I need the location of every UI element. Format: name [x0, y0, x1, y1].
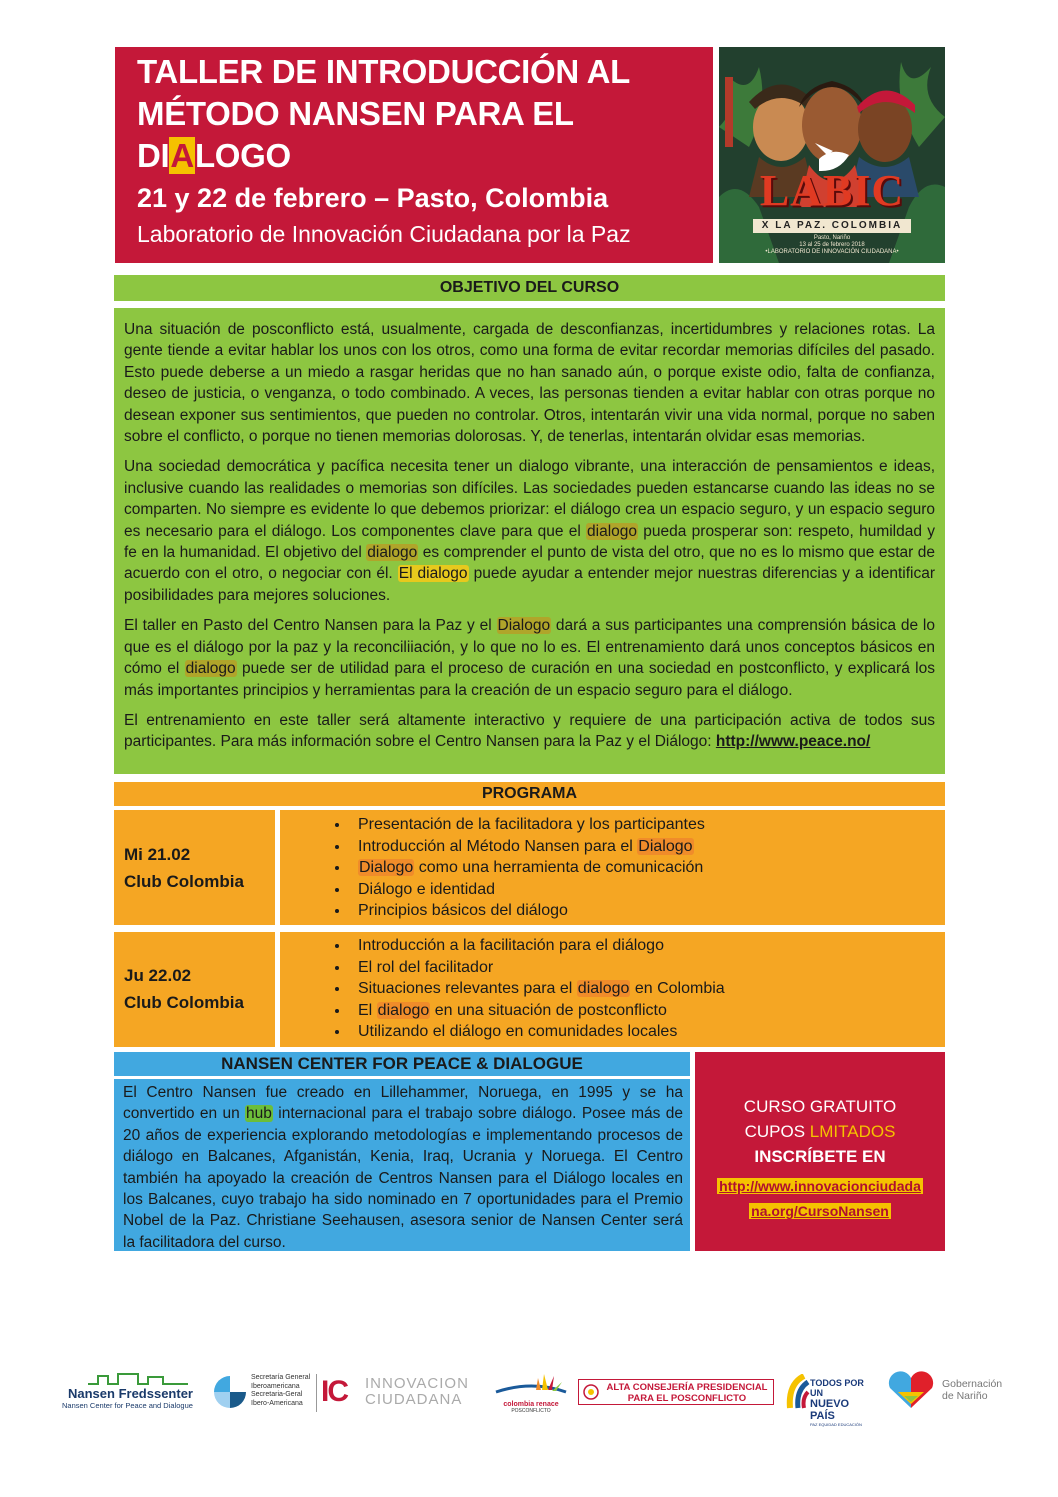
highlight: LMITADOS	[809, 1122, 896, 1141]
nansen-mountains-icon	[88, 1372, 188, 1386]
objective-paragraph-2	[124, 456, 935, 606]
ic-mark	[321, 1374, 347, 1410]
agenda-item: • Utilizando el diálogo en comunidades locales	[350, 1021, 945, 1043]
highlight: Dialogo	[359, 859, 414, 877]
agenda-item: • Diálogo e identidad	[350, 879, 945, 901]
registration-box	[695, 1052, 945, 1251]
alta-line: ALTA CONSEJERÍA PRESIDENCIAL	[606, 1382, 768, 1393]
objective-paragraph-1: Una situación de posconflicto está, usualmente, cargada de desconfianzas, incertidumbres y relaciones rotas. La gente tiende a evitar hablar los unos con los otros, como una forma de evitar recordar memorias difíciles del pasado. Esto puede deberse a un miedo a rasgar heridas que no han sanado aún, o porque existe odio, falta de confianza, deseo de justicia, o venganza, o todo combinado. A veces, las personas tienden a evitar hablar con otras porque no desean exponer sus sentimientos, que pueden no controlar. Otros, intentarán vivir una vida normal, porque no saben sobre el conflicto, o porque no tienen memorias dolorosas. Y, de tenerlas, intentarán olvidar esas memorias.	[124, 321, 935, 446]
poster-caption	[719, 235, 945, 256]
text-run: puede ayudar a entender mejor nuestras diferencias y a identificar posibilidades para mejores soluciones.	[124, 565, 936, 604]
objective-heading: OBJETIVO DEL CURSO	[114, 275, 945, 301]
objective-paragraph-4	[124, 710, 935, 753]
text-run: El Centro Nansen fue creado en Lillehammer, Noruega, en 1995 y se ha convertido en un	[123, 1084, 683, 1123]
nansen-body	[114, 1079, 690, 1251]
highlight: hub	[246, 1105, 272, 1123]
registration-link[interactable]	[695, 1173, 945, 1223]
day-2-cell	[114, 932, 275, 1047]
segib-icon	[214, 1376, 246, 1408]
text-run: El	[358, 1001, 377, 1019]
day-2-place: Club Colombia	[124, 993, 244, 1012]
peace-link[interactable]: http://www.peace.no/	[715, 733, 871, 751]
gobernacion-text	[942, 1378, 1002, 1402]
gob-line: de Nariño	[942, 1390, 988, 1402]
objective-paragraph-3	[124, 615, 935, 701]
segib-line: Ibero-Americana	[251, 1399, 303, 1407]
text-run: El taller en Pasto del Centro Nansen para la Paz y el	[124, 617, 497, 635]
day-2-agenda	[280, 932, 945, 1047]
heart-icon	[886, 1370, 936, 1410]
program-heading: PROGRAMA	[114, 782, 945, 806]
highlight: El dialogo	[398, 565, 468, 583]
alta-consejeria-text	[603, 1382, 771, 1404]
nansen-logo-sub: Nansen Center for Peace and Dialogue	[62, 1401, 193, 1410]
text-run: Introducción al Método Nansen para el	[358, 837, 638, 855]
day-1-date: Mi 21.02	[124, 845, 191, 864]
cta-free: CURSO GRATUITO	[743, 1097, 897, 1116]
text-run: es comprender el punto de vista del otro, que no es lo mismo que estar de acuerdo con el otro, o negociar con él.	[124, 544, 935, 583]
event-subtitle: Laboratorio de Innovación Ciudadana por la Paz	[137, 221, 631, 247]
cta-limited	[695, 1119, 945, 1144]
day-1-cell	[114, 810, 275, 925]
nansen-logo	[62, 1372, 202, 1412]
day-1-place: Club Colombia	[124, 872, 244, 891]
labic-poster	[719, 47, 945, 263]
agenda-item: • Presentación de la facilitadora y los participantes	[350, 814, 945, 836]
segib-line: Secretaria-Geral	[251, 1391, 303, 1398]
colombia-renace-text: colombia renace	[503, 1401, 559, 1408]
alta-line: PARA EL POSCONFLICTO	[627, 1393, 747, 1404]
title-highlight: A	[170, 137, 194, 174]
text-run: puede ser de utilidad para el proceso de curación en una sociedad en postconflicto, y explicará los más importantes principios y herramientas para la creación de un espacio seguro para el diálogo.	[124, 660, 935, 699]
text-run: en Colombia	[630, 980, 725, 998]
registration-url-2[interactable]: na.org/CursoNansen	[751, 1203, 889, 1219]
ic-line: INNOVACION	[365, 1375, 469, 1392]
innovacion-ciudadana-logo	[316, 1374, 478, 1412]
agenda-item	[350, 836, 945, 858]
nansen-logo-name: Nansen Fredssenter	[68, 1386, 193, 1401]
ic-mark-text: IC	[321, 1375, 347, 1408]
title-part: LOGO	[194, 137, 291, 174]
text-run: CUPOS	[744, 1122, 810, 1141]
poster-labic: LABIC	[759, 166, 905, 215]
text-run: dará a sus participantes una comprensión básica de lo que es el diálogo por la paz y la reconciliiación, y lo que no lo es. El entrenamiento dará unos conceptos básicos en cómo el	[124, 617, 935, 678]
agenda-item: • El rol del facilitador	[350, 957, 945, 979]
text-run: como una herramienta de comunicación	[414, 859, 704, 877]
segib-logo	[214, 1374, 314, 1410]
highlight: dialogo	[577, 980, 630, 998]
colombia-seal-icon	[583, 1384, 599, 1400]
title-part: DI	[137, 137, 170, 174]
text-run: en una situación de postconflicto	[430, 1001, 667, 1019]
highlight: Dialogo	[497, 617, 551, 635]
agenda-item: • Principios básicos del diálogo	[350, 900, 945, 922]
tricolor-icon	[784, 1374, 810, 1410]
cta-register: INSCRÍBETE EN	[754, 1147, 886, 1166]
day-2-date: Ju 22.02	[124, 966, 192, 985]
poster-lab: •LABORATORIO DE INNOVACIÓN CIUDADANA•	[765, 249, 899, 255]
todos-line: TODOS POR UN	[810, 1378, 864, 1398]
agenda-item	[350, 857, 945, 879]
header-banner	[115, 47, 713, 263]
agenda-item	[350, 978, 945, 1000]
colombia-renace-sub: POSCONFLICTO	[511, 1408, 551, 1414]
segib-line: Iberoamericana	[251, 1382, 300, 1390]
todos-line: NUEVO PAÍS	[810, 1398, 850, 1422]
title-line-3	[137, 135, 693, 177]
agenda-item	[350, 1000, 945, 1022]
nansen-heading: NANSEN CENTER FOR PEACE & DIALOGUE	[114, 1052, 690, 1076]
text-run: Una sociedad democrática y pacífica necesita tener un dialogo vibrante, una interacción de pensamientos e ideas, inclusive cuando las realidades o memorias son difíciles. Las sociedades pueden estancarse cuando las ideas no se comparten. No siempre es evidente lo que debemos priorizar: el diálogo crea un espacio seguro, y un espacio seguro es necesario para el diálogo. Los componentes clave para que el	[124, 458, 935, 540]
poster-ribbon: X LA PAZ. COLOMBIA	[753, 219, 911, 233]
ic-text	[365, 1376, 469, 1408]
title	[137, 51, 693, 177]
gobernacion-narino-logo	[886, 1368, 1006, 1412]
gob-line: Gobernación	[942, 1378, 1003, 1390]
title-line-1: TALLER DE INTRODUCCIÓN AL	[137, 53, 630, 90]
text-run: Situaciones relevantes para el	[358, 980, 577, 998]
title-line-2: MÉTODO NANSEN PARA EL	[137, 95, 574, 132]
highlight: dialogo	[377, 1001, 430, 1019]
segib-text	[251, 1374, 310, 1408]
highlight: dialogo	[367, 544, 418, 562]
colombia-renace-icon	[492, 1370, 570, 1396]
objective-body	[114, 308, 945, 774]
registration-url-1[interactable]: http://www.innovacionciudada	[719, 1178, 921, 1194]
event-dates: 21 y 22 de febrero – Pasto, Colombia	[137, 183, 609, 213]
todos-line: PAZ EQUIDAD EDUCACIÓN	[810, 1422, 862, 1427]
highlight: dialogo	[185, 660, 236, 678]
highlight: Dialogo	[638, 837, 693, 855]
ic-line: CIUDADANA	[365, 1391, 463, 1408]
highlight: dialogo	[587, 522, 638, 540]
colombia-renace-logo	[492, 1370, 570, 1412]
todos-text	[810, 1378, 874, 1428]
alta-consejeria-logo	[578, 1379, 774, 1405]
day-1-agenda	[280, 810, 945, 925]
poster-dates: 13 al 25 de febrero 2018	[799, 242, 865, 248]
todos-por-un-nuevo-pais-logo	[784, 1372, 874, 1427]
segib-line: Secretaría General	[251, 1374, 311, 1381]
poster-place: Pasto, Nariño	[813, 235, 851, 241]
agenda-item: • Introducción a la facilitación para el diálogo	[350, 935, 945, 957]
text-run: El entrenamiento en este taller será altamente interactivo y requiere de una participación activa de todos sus participantes. Para más información sobre el Centro Nansen para la Paz y el Diálogo:	[124, 711, 935, 751]
text-run: internacional para el trabajo sobre diálogo. Posee más de 20 años de experiencia explorando metodologías e implementando procesos de diálogo en Balcanes, Afganistán, Kenia, Iraq, Ucrania y Noruega. El Centro también ha apoyado la creación de Centros Nansen para el Diálogo locales en los Balcanes, cuyo trabajo ha sido nominado en 7 oportunidades para el Premio Nobel de la Paz. Christiane Seehausen, asesora senior de Nansen Center será la facilitadora del curso.	[123, 1105, 683, 1251]
text-run: pueda prosperar son: respeto, humildad y fe en la humanidad. El objetivo del	[124, 522, 935, 562]
